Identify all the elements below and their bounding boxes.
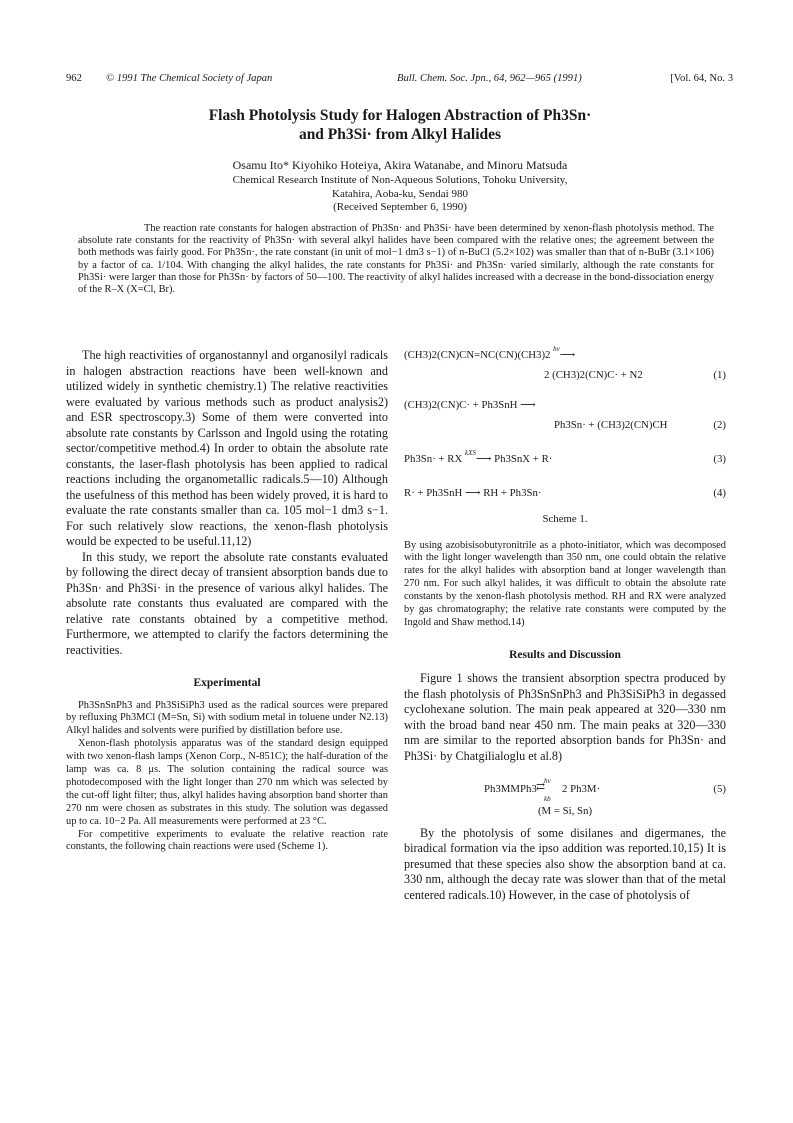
reaction-arrow: $^{h\nu}$⟶ [553, 345, 576, 361]
title-line-1: Flash Photolysis Study for Halogen Abstraction of Ph3Sn· [208, 107, 592, 124]
arrow-label-bottom: kb [544, 795, 551, 804]
equation-2-reactant: (CH3)2(CN)C· + Ph3SnH [404, 399, 518, 411]
equation-2-line-a [404, 398, 726, 418]
equation-5-product: 2 Ph3M· [562, 783, 601, 796]
equation-4-reactant: R· + Ph3SnH [404, 487, 463, 499]
scheme-1 [404, 345, 726, 528]
equation-5-note: (M = Si, Sn) [537, 805, 593, 818]
equation-number: (2) [713, 419, 726, 431]
equation-1-product: 2 (CH3)2(CN)C· + N2 [544, 369, 643, 381]
equation-number: (5) [713, 783, 726, 796]
equation-5 [404, 776, 726, 820]
equation-2-line-b [404, 418, 726, 438]
experimental-heading: Experimental [193, 677, 261, 689]
copyright-notice: © 1991 The Chemical Society of Japan [106, 73, 273, 84]
arrow-label: hν [553, 345, 560, 353]
equation-number: (1) [713, 369, 726, 381]
page-number: 962 [66, 73, 82, 84]
received-date: (Received September 6, 1990) [333, 201, 467, 213]
scheme-description: By using azobisisobutyronitrile as a photo-initiator, which was decomposed with the light longer wavelength than 350 nm, one could obtain the relative rates for the alkyl halides with absorption band at longer wavelength than 270 nm. For such alkyl halides, it was difficult to obtain the absolute rate constants by the xenon-flash photolysis method. RH and RX were analyzed by gas chromatography; the relative rate constants were computed by the Ingold and Shaw method.14) [404, 539, 726, 628]
abstract: The reaction rate constants for halogen abstraction of Ph3Sn· and Ph3Si· have been determined by xenon-flash photolysis method. The absolute rate constants for the reactivity of Ph3Sn· with several alkyl halides have been compared with the relative ones; the agreement between the both methods was fairly good. For Ph3Sn·, the rate constant (in unit of mol−1 dm3 s−1) of n-BuCl (5.2×102) was smaller than that of n-BuBr (3.1×106) by a factor of ca. 1/104. With changing the alkyl halides, the rate constants for Ph3Si· and Ph3Sn· varied similarly, although the rate constants for Ph3Si· were larger than those for Ph3Sn· by factors of 50—100. The reactivity of alkyl halides increased with a decrease in the bond-dissociation energy of the R–X (X=Cl, Br). [78, 223, 714, 296]
journal-citation: Bull. Chem. Soc. Jpn., 64, 962—965 (1991) [397, 73, 582, 84]
equation-3-reactant: Ph3Sn· + RX [404, 453, 463, 465]
left-column [66, 348, 388, 854]
results-paragraph-2: By the photolysis of some disilanes and digermanes, the biradical formation via the ipso addition was reported.10,15) It is presumed that these species also show the absorption band at ca. 330 nm, although the decay rate was slower than that of the metal centered radicals.10) However, in the case of photolysis of [404, 825, 726, 902]
equation-number: (4) [713, 487, 726, 499]
experimental-paragraph-2: Xenon-flash photolysis apparatus was of the standard design equipped with two xenon-flash lamps (Xenon Corp., N-851C); the half-duration of the lamp was ca. 8 μs. The solution containing the radical source was photodecomposed with the light longer than 270 nm which was selected by the cut-off light filter; thus, alkyl halides having absorption band shorter than 270 nm were chosen as substrates in this study. The solution was degassed up to ca. 10−2 Pa. All measurements were performed at 23 °C. [66, 738, 388, 827]
equation-2-product: Ph3Sn· + (CH3)2(CN)CH [554, 419, 668, 431]
intro-paragraph-1: The high reactivities of organostannyl and organosilyl radicals in halogen abstraction reactions have been well-known and utilized widely in synthetic chemistry.1) The relative reactivities were evaluated by various methods such as product analysis2) and ESR spectroscopy.3) Some of them were converted into absolute rate constants by Carlsson and Ingold using the rotating sector/competitive method.4) In order to obtain the absolute rate constants, the laser-flash photolysis has been applied to radical reactions including the organometallic radicals.5—10) Although the usefulness of this method has been widely proved, it is hard to evaluate the rate constants smaller than ca. 105 mol−1 dm3 s−1. For such relatively slow reactions, the xenon-flash photolysis would be expected to be useful.11,12) [66, 348, 388, 548]
arrow-label: kXS [465, 449, 476, 457]
experimental-paragraph-3: For competitive experiments to evaluate the relative reaction rate constants, the following chain reactions were used (Scheme 1). [66, 828, 388, 853]
reaction-arrow: ⟶ [465, 487, 484, 499]
results-paragraph-1: Figure 1 shows the transient absorption spectra produced by the flash photolysis of Ph3SnSnPh3 and Ph3SiSiPh3 in degassed cyclohexane solution. The main peak appeared at 320—330 nm with the broad band near 450 nm. The main peaks at 320—330 nm are similar to the reported absorption bands for Ph3Sn· and Ph3Si· by Chatgilialoglu et al.8) [404, 671, 726, 763]
right-column [404, 345, 726, 903]
equation-4-product: RH + Ph3Sn· [483, 487, 542, 499]
affiliation-line-2: Katahira, Aoba-ku, Sendai 980 [332, 187, 468, 200]
equation-1-line-b [404, 368, 726, 388]
equation-5-reactant: Ph3MMPh3 [484, 783, 537, 796]
equation-1-reactant: (CH3)2(CN)CN=NC(CN)(CH3)2 [404, 349, 551, 361]
results-heading: Results and Discussion [509, 648, 621, 661]
affiliation-line-1: Chemical Research Institute of Non-Aqueous Solutions, Tohoku University, [232, 174, 568, 186]
article-title [100, 106, 700, 144]
equation-number: (3) [713, 453, 726, 465]
title-line-2: and Ph3Si· from Alkyl Halides [298, 126, 502, 143]
scheme-label: Scheme 1. [542, 513, 588, 525]
equation-1-line-a [404, 345, 726, 368]
volume-info: [Vol. 64, No. 3 [670, 73, 733, 84]
author-list: Osamu Ito* Kiyohiko Hoteiya, Akira Watanabe, and Minoru Matsuda [232, 158, 568, 172]
equation-3-product: Ph3SnX + R· [494, 453, 553, 465]
reaction-arrow: ⟶ [520, 399, 536, 411]
reaction-arrow: $^{kXS}$⟶ [465, 449, 495, 465]
affiliation [100, 174, 700, 215]
running-header [66, 73, 733, 89]
experimental-paragraph-1: Ph3SnSnPh3 and Ph3SiSiPh3 used as the radical sources were prepared by refluxing Ph3MCl (M=Sn, Si) with sodium metal in toluene under N2.13) Alkyl halides and solvents were purified by distillation before use. [66, 699, 388, 737]
intro-paragraph-2: In this study, we report the absolute rate constants evaluated by following the direct decay of transient absorption bands due to Ph3Sn· and Ph3Si· in the presence of various alkyl halides. The absolute rate constants thus evaluated are compared with the relative rate constants obtained by a competitive method. Furthermore, we attempted to clarify the factors determining the reactivities. [66, 549, 388, 657]
equation-4 [404, 486, 726, 506]
arrow-label-top: hν [544, 777, 551, 786]
equilibrium-arrow: ⇄ [536, 781, 546, 794]
equation-3 [404, 449, 726, 472]
